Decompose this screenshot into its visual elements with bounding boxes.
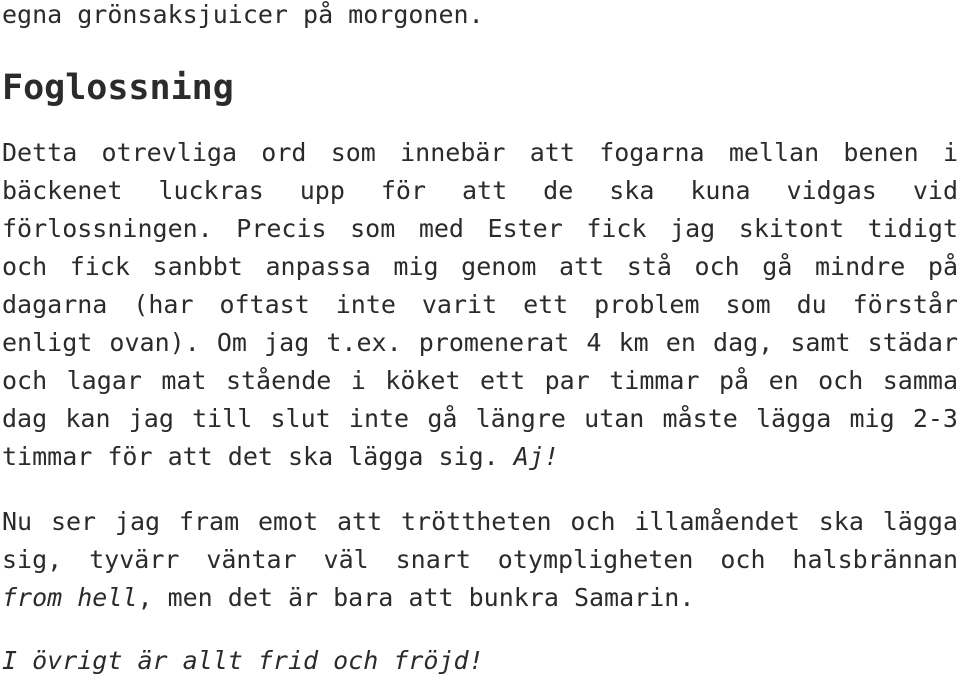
paragraph-line: förlossningen. Precis som med Ester fick jag skitont tidigt — [2, 214, 958, 243]
paragraph-line: bäckenet luckras upp för att de ska kuna vidgas vid — [2, 176, 958, 205]
paragraph-closing — [2, 642, 958, 680]
intro-line: egna grönsaksjuicer på morgonen. — [2, 0, 484, 29]
emphasis-aj: Aj! — [513, 442, 559, 471]
paragraph-last-line — [2, 579, 958, 617]
paragraph-line-text: timmar för att det ska lägga sig. — [2, 442, 499, 471]
paragraph-line: Detta otrevliga ord som innebär att fogarna mellan benen i — [2, 138, 958, 167]
paragraph-line: sig, tyvärr väntar väl snart otympligheten och halsbrännan — [2, 545, 958, 574]
paragraph-line-text: , men det är bara att bunkra Samarin. — [137, 583, 695, 612]
paragraph-line: och lagar mat stående i köket ett par timmar på en och samma — [2, 366, 958, 395]
paragraph-line: dag kan jag till slut inte gå längre utan måste lägga mig 2-3 — [2, 404, 958, 433]
paragraph-line: och fick sanbbt anpassa mig genom att stå och gå mindre på — [2, 252, 958, 281]
section-heading: Foglossning — [2, 68, 234, 108]
paragraph-last-line — [2, 438, 958, 476]
paragraph-foglossning — [2, 134, 958, 476]
paragraph-line — [2, 642, 958, 680]
emphasis-from-hell: from hell — [2, 583, 138, 612]
emphasis-closing: I övrigt är allt frid och fröjd! — [2, 646, 484, 675]
paragraph-trotthet — [2, 503, 958, 617]
paragraph-line: Nu ser jag fram emot att tröttheten och illamåendet ska lägga — [2, 507, 958, 536]
paragraph-line: enligt ovan). Om jag t.ex. promenerat 4 km en dag, samt städar — [2, 328, 958, 357]
paragraph-line: dagarna (har oftast inte varit ett problem som du förstår — [2, 290, 958, 319]
